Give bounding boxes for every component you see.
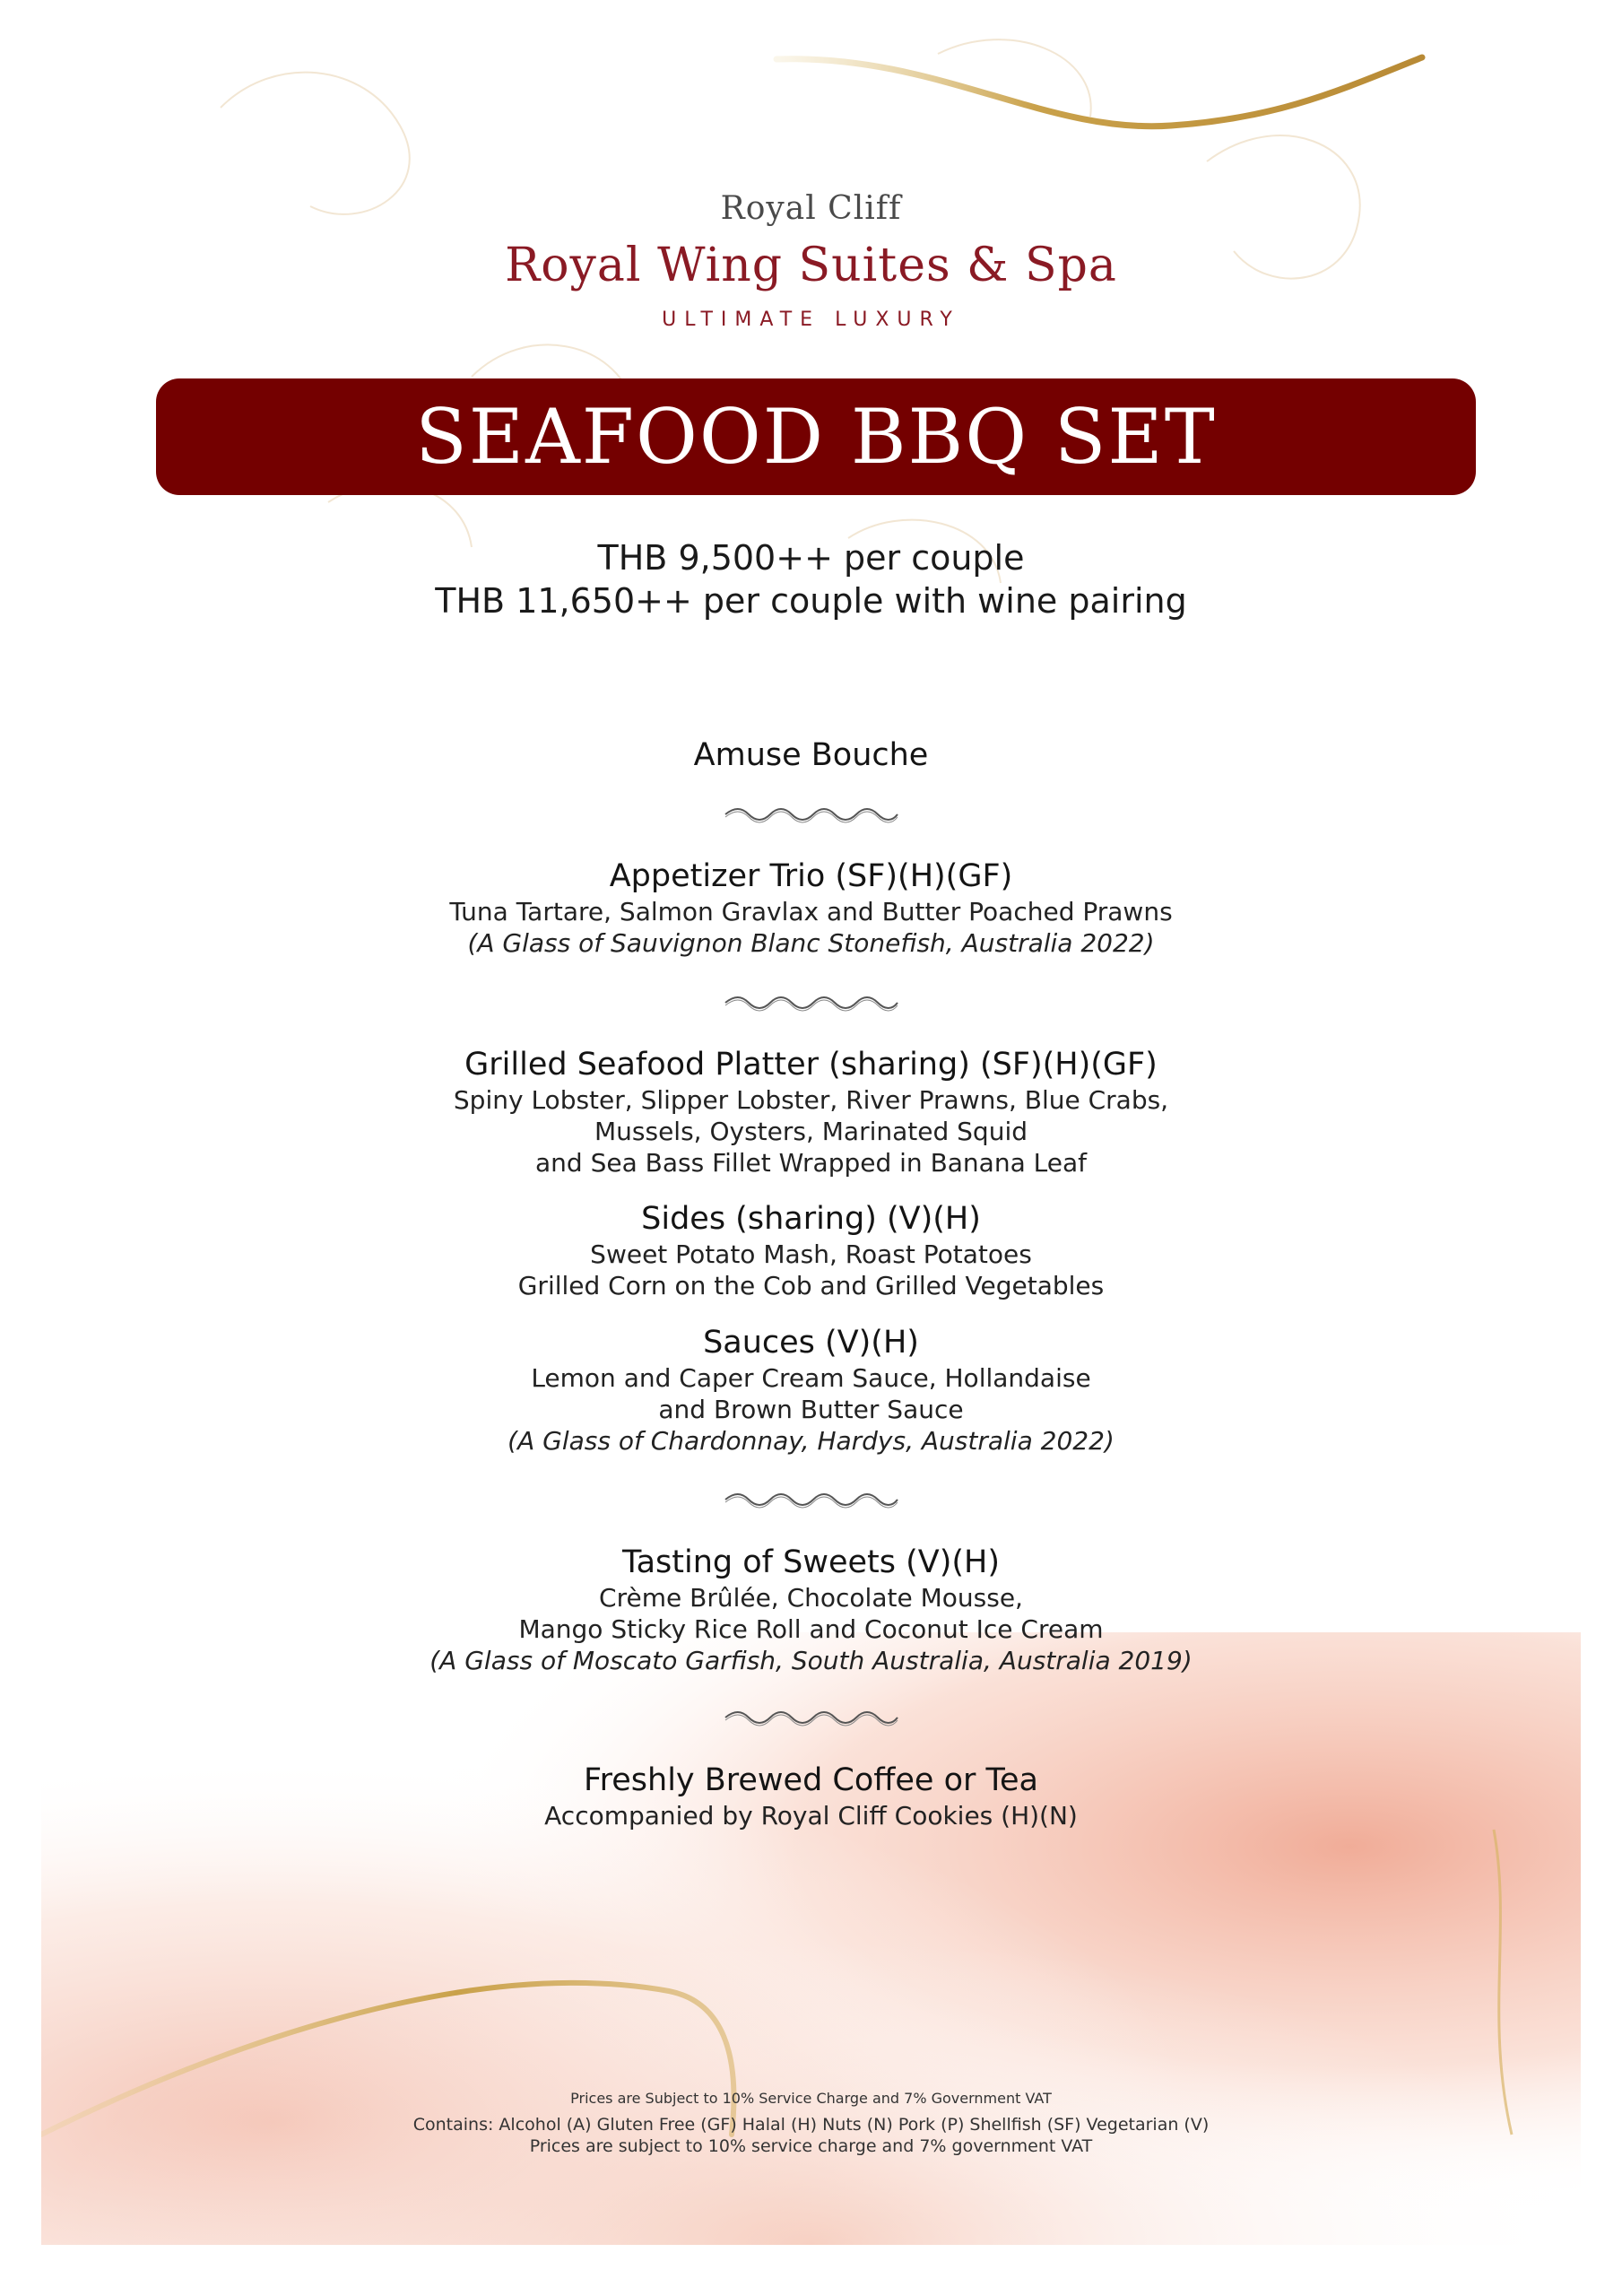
price-wine-pairing: THB 11,650++ per couple with wine pairing: [435, 581, 1187, 621]
ornament-divider: [41, 1491, 1581, 1509]
course-title: Sides (sharing) (V)(H): [641, 1201, 981, 1237]
menu-title: SEAFOOD BBQ SET: [415, 393, 1217, 481]
course-description: Accompanied by Royal Cliff Cookies (H)(N): [544, 1801, 1078, 1831]
course-description: Mango Sticky Rice Roll and Coconut Ice Cream: [518, 1614, 1104, 1644]
title-banner: [156, 378, 1476, 495]
ornament-icon: [722, 1491, 901, 1509]
course-description: Tuna Tartare, Salmon Gravlax and Butter Poached Prawns: [449, 897, 1173, 926]
menu-page: [41, 0, 1581, 2245]
course-title: Freshly Brewed Coffee or Tea: [584, 1762, 1038, 1798]
course-description: Mussels, Oysters, Marinated Squid: [594, 1117, 1028, 1146]
course-description: and Sea Bass Fillet Wrapped in Banana Leaf: [535, 1148, 1087, 1178]
footer-allergen-legend: Contains: Alcohol (A) Gluten Free (GF) Halal (H) Nuts (N) Pork (P) Shellfish (SF) Vegetarian (V): [412, 2115, 1210, 2135]
course-description: and Brown Butter Sauce: [658, 1395, 964, 1424]
course-sauces: [41, 1323, 1581, 1457]
footer-service-charge: Prices are Subject to 10% Service Charge and 7% Government VAT: [570, 2090, 1052, 2107]
ornament-icon: [722, 805, 901, 823]
course-description: Grilled Corn on the Cob and Grilled Vegetables: [517, 1271, 1105, 1300]
ornament-icon: [722, 1709, 901, 1726]
course-coffee: [41, 1761, 1581, 1831]
brand-royal-cliff: Royal Cliff: [720, 190, 902, 227]
course-description: Spiny Lobster, Slipper Lobster, River Prawns, Blue Crabs,: [453, 1085, 1169, 1115]
ornament-divider: [41, 1709, 1581, 1726]
ornament-divider: [41, 994, 1581, 1012]
brand-tagline: ULTIMATE LUXURY: [662, 309, 960, 331]
wine-pairing: (A Glass of Chardonnay, Hardys, Australia 2022): [507, 1426, 1115, 1456]
course-description: Sweet Potato Mash, Roast Potatoes: [590, 1239, 1032, 1269]
course-appetizer: [41, 857, 1581, 959]
course-sweets: [41, 1543, 1581, 1676]
course-amuse-bouche: [41, 735, 1581, 775]
course-title: Tasting of Sweets (V)(H): [622, 1544, 1000, 1580]
ornament-icon: [722, 994, 901, 1012]
course-sides: [41, 1199, 1581, 1301]
price-couple: THB 9,500++ per couple: [597, 538, 1025, 578]
course-description: Lemon and Caper Cream Sauce, Hollandaise: [531, 1363, 1091, 1393]
course-title: Grilled Seafood Platter (sharing) (SF)(H)(GF): [464, 1047, 1158, 1083]
brand-royal-wing: Royal Wing Suites & Spa: [505, 239, 1117, 292]
ornament-divider: [41, 805, 1581, 823]
course-title: Appetizer Trio (SF)(H)(GF): [609, 858, 1013, 894]
course-seafood-platter: [41, 1045, 1581, 1178]
footer-vat-note: Prices are subject to 10% service charge and 7% government VAT: [529, 2136, 1093, 2156]
wine-pairing: (A Glass of Sauvignon Blanc Stonefish, Australia 2022): [467, 928, 1155, 958]
course-title: Amuse Bouche: [693, 737, 929, 773]
floral-watermark-top: [41, 0, 1581, 682]
wine-pairing: (A Glass of Moscato Garfish, South Australia, Australia 2019): [429, 1646, 1193, 1675]
course-title: Sauces (V)(H): [703, 1325, 919, 1361]
course-description: Crème Brûlée, Chocolate Mousse,: [599, 1583, 1023, 1613]
